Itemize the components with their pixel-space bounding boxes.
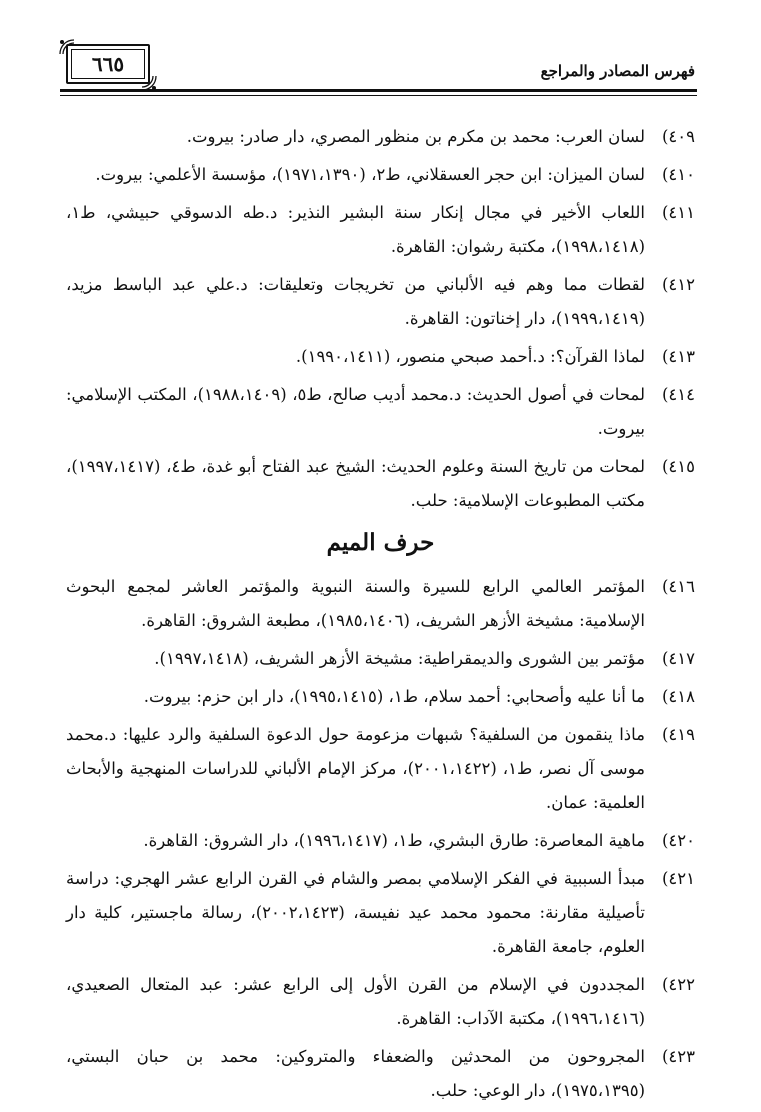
bibliography-entry [66,642,695,676]
entry-text: لمحات من تاريخ السنة وعلوم الحديث: الشيخ عبد الفتاح أبو غدة، ط٤، (١٩٩٧،١٤١٧)، مكتب المطبوعات الإسلامية: حلب. [66,457,645,510]
bibliography-entry [66,450,695,518]
entry-number: ٤١٩) [661,725,695,744]
entry-text: ماذا ينقمون من السلفية؟ شبهات مزعومة حول الدعوة السلفية والرد عليها: د.محمد موسى آل نصر، ط١، (٢٠٠١،١٤٢٢)، مركز الإمام الألباني للدراسات المنهجية والأبحاث العلمية: عمان. [66,725,645,812]
entry-text: المؤتمر العالمي الرابع للسيرة والسنة النبوية والمؤتمر العاشر لمجمع البحوث الإسلامية: مشيخة الأزهر الشريف، (١٩٨٥،١٤٠٦)، مطبعة الشروق: القاهرة. [66,577,645,630]
entry-number: ٤١٧) [661,649,695,668]
bibliography-entry [66,196,695,264]
section-heading: حرف الميم [326,529,435,556]
bibliography-entry [66,158,695,192]
entry-text: مؤتمر بين الشورى والديمقراطية: مشيخة الأزهر الشريف، (١٩٩٧،١٤١٨). [154,649,645,668]
entry-number: ٤٢٠) [661,831,695,850]
entry-number: ٤١٣) [661,347,695,366]
entry-text: ماهية المعاصرة: طارق البشري، ط١، (١٩٩٦،١٤١٧)، دار الشروق: القاهرة. [143,831,645,850]
entry-text: مبدأ السببية في الفكر الإسلامي بمصر والشام في القرن الرابع عشر الهجري: دراسة تأصيلية مقارنة: محمود محمد عيد نفيسة، (٢٠٠٢،١٤٢٣)، رسالة ماجستير، كلية دار العلوم، جامعة القاهرة. [66,869,645,956]
entry-number: ٤١١) [661,203,695,222]
entry-number: ٤١٥) [661,457,695,476]
entry-text: لماذا القرآن؟: د.أحمد صبحي منصور، (١٩٩٠،١٤١١). [295,347,645,366]
entry-text: المجروحون من المحدثين والضعفاء والمتروكين: محمد بن حبان البستي، (١٩٧٥،١٣٩٥)، دار الوعي: حلب. [66,1047,645,1100]
entry-text: لقطات مما وهم فيه الألباني من تخريجات وتعليقات: د.علي عبد الباسط مزيد، (١٩٩٩،١٤١٩)، دار إخناتون: القاهرة. [66,275,645,328]
bibliography-entry [66,1040,695,1108]
bibliography-entry [66,824,695,858]
entry-text: لسان الميزان: ابن حجر العسقلاني، ط٢، (١٩٧١،١٣٩٠)، مؤسسة الأعلمي: بيروت. [95,165,645,184]
entry-text: اللعاب الأخير في مجال إنكار سنة البشير النذير: د.طه الدسوقي حبيشي، ط١، (١٩٩٨،١٤١٨)، مكتبة رشوان: القاهرة. [66,203,645,256]
entry-text: لمحات في أصول الحديث: د.محمد أديب صالح، ط٥، (١٩٨٨،١٤٠٩)، المكتب الإسلامي: بيروت. [66,385,646,438]
entry-text: المجددون في الإسلام من القرن الأول إلى الرابع عشر: عبد المتعال الصعيدي، (١٩٩٦،١٤١٦)، مكتبة الآداب: القاهرة. [66,975,645,1028]
running-header-title: فهرس المصادر والمراجع [540,62,695,80]
corner-ornament-icon [58,38,76,56]
entry-number: ٤١٢) [661,275,695,294]
bibliography-entry [66,570,695,638]
bibliography-entry [66,680,695,714]
entry-number: ٤١٠) [661,165,695,184]
entry-text: لسان العرب: محمد بن مكرم بن منظور المصري، دار صادر: بيروت. [186,127,645,146]
entry-number: ٤١٨) [661,687,695,706]
entry-number: ٤١٦) [661,577,695,596]
entry-number: ٤٢٣) [661,1047,695,1066]
page-number: ٦٦٥ [91,52,125,76]
entry-number: ٤٢٢) [661,975,695,994]
entry-number: ٤٢١) [661,869,695,888]
bibliography-entry [66,120,695,154]
header-rule-thin [60,95,697,96]
bibliography-entry [66,340,695,374]
entry-text: ما أنا عليه وأصحابي: أحمد سلام، ط١، (١٩٩٥،١٤١٥)، دار ابن حزم: بيروت. [143,687,645,706]
bibliography-list [66,120,695,1112]
page-number-box [66,44,150,84]
bibliography-entry [66,718,695,820]
bibliography-entry [66,268,695,336]
bibliography-entry [66,862,695,964]
bibliography-entry [66,968,695,1036]
bibliography-entry [66,378,695,446]
entry-number: ٤١٤) [661,385,695,404]
corner-ornament-icon [140,74,158,92]
entry-number: ٤٠٩) [661,127,695,146]
